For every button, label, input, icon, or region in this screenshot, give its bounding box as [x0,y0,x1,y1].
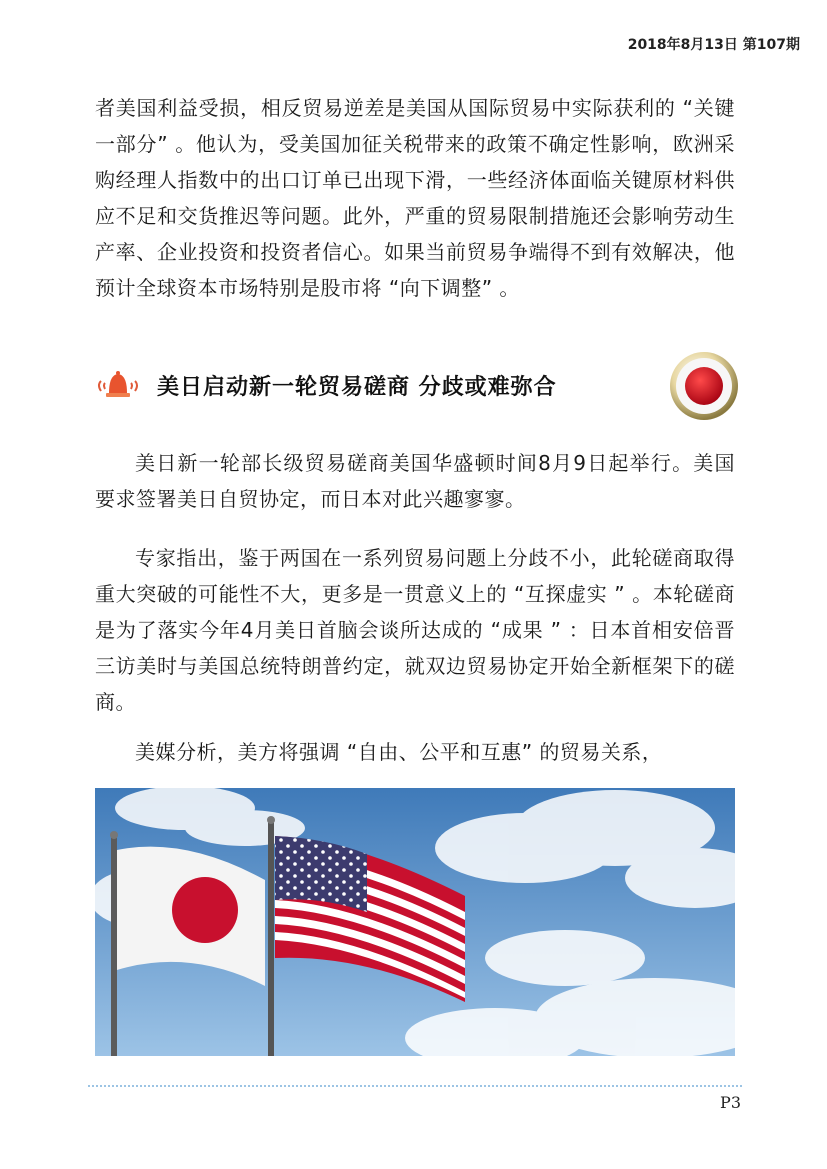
japan-flag-badge-icon [668,350,740,422]
alarm-bell-icon [95,367,141,403]
article-paragraph-3: 美媒分析，美方将强调 “自由、公平和互惠” 的贸易关系， [135,740,663,764]
header-date-issue: 2018年8月13日 第107期 [627,37,800,53]
article-paragraph-2: 专家指出，鉴于两国在一系列贸易问题上分歧不小，此轮磋商取得重大突破的可能性不大，更多是一贯意义上的 “互探虚实 ” 。本轮磋商是为了落实今年4月美日首脑会谈所达成的 “成果 ” ：日本首相安倍晋三访美时与美国总统特朗普约定，就双边贸易协定开始全新框架下的磋商。 [95,546,735,714]
footer-divider [88,1085,742,1087]
page-number: P3 [720,1093,741,1112]
article-paragraph-1: 美日新一轮部长级贸易磋商美国华盛顿时间8月9日起举行。美国要求签署美日自贸协定，而日本对此兴趣寥寥。 [95,451,735,511]
flags-photo [95,788,735,1056]
section-heading-text: 美日启动新一轮贸易磋商 分歧或难弥合 [157,374,557,400]
article-paragraph-intro: 者美国利益受损，相反贸易逆差是美国从国际贸易中实际获利的 “关键一部分” 。他认为，受美国加征关税带来的政策不确定性影响，欧洲采购经理人指数中的出口订单已出现下滑，一些经济体面临关键原材料供应不足和交货推迟等问题。此外，严重的贸易限制措施还会影响劳动生产率、企业投资和投资者信心。如果当前贸易争端得不到有效解决，他预计全球资本市场特别是股市将 “向下调整” 。 [95,96,735,300]
section-heading [95,363,557,407]
